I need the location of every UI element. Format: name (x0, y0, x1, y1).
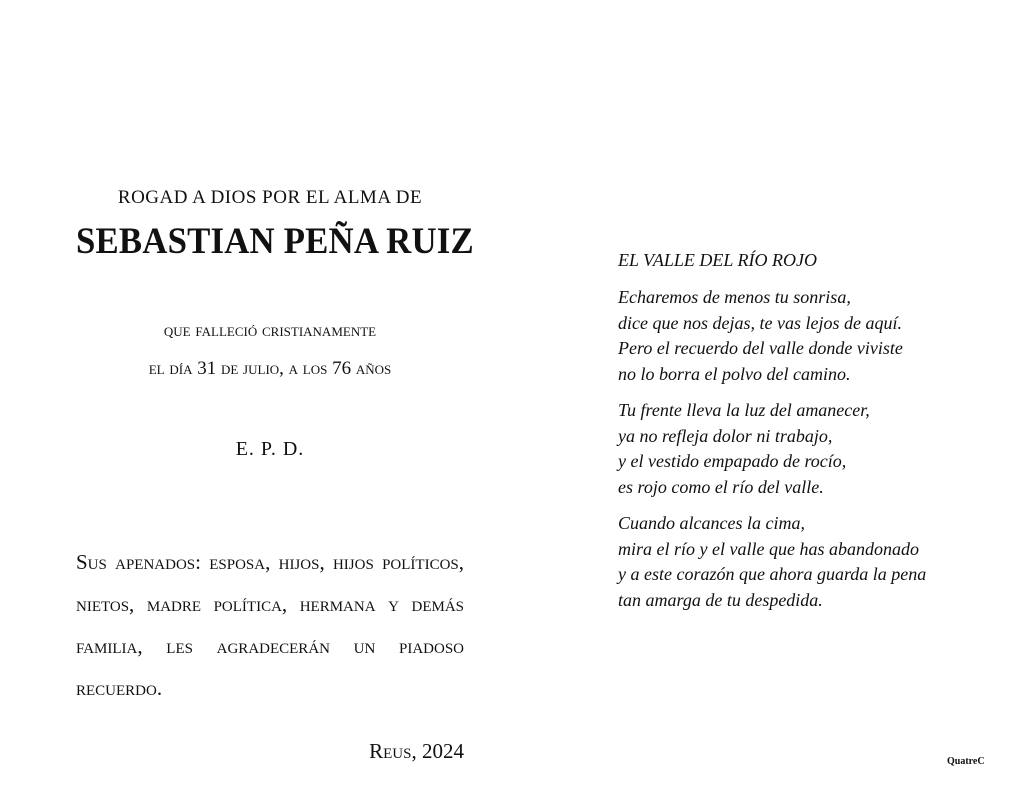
epd-text: E. P. D. (235, 438, 305, 460)
card-heading: ROGAD A DIOS POR EL ALMA DE (117, 187, 423, 208)
poem-line: Pero el recuerdo del valle donde viviste (618, 338, 903, 358)
poem-line: dice que nos dejas, te vas lejos de aquí. (618, 312, 902, 333)
poem-title: EL VALLE DEL RÍO ROJO (618, 250, 818, 270)
deceased-name: SEBASTIAN PEÑA RUIZ (76, 221, 474, 262)
death-info-line-2: el día 31 de julio, a los 76 años (148, 358, 392, 379)
poem-line: Cuando alcances la cima, (618, 513, 805, 533)
poem-line: y el vestido empapado de rocío, (618, 451, 847, 471)
death-info-line-1: que falleció cristianamente (163, 320, 377, 341)
poem-line: Echaremos de menos tu sonrisa, (618, 287, 851, 307)
poem-line: y a este corazón que ahora guarda la pena (618, 564, 927, 584)
death-info (76, 312, 464, 388)
poem-line: Tu frente lleva la luz del amanecer, (618, 400, 870, 420)
printer-mark: QuatreC (947, 756, 985, 767)
poem-stanza-2 (618, 398, 978, 500)
poem (618, 246, 978, 613)
place-date: Reus, 2024 (369, 739, 464, 763)
poem-line: no lo borra el polvo del camino. (618, 363, 851, 384)
memorial-card-left (76, 186, 474, 764)
poem-stanza-3 (618, 511, 978, 613)
poem-line: tan amarga de tu despedida. (618, 589, 823, 610)
poem-stanza-1 (618, 285, 978, 387)
mourners-text: Sus apenados: esposa, hijos, hijos políticos, nietos, madre política, hermana y demás familia, les agradecerán un piadoso recuerdo. (76, 550, 464, 700)
poem-line: es rojo como el río del valle. (618, 476, 824, 497)
poem-line: ya no refleja dolor ni trabajo, (618, 425, 833, 446)
poem-line: mira el río y el valle que has abandonado (618, 538, 919, 559)
